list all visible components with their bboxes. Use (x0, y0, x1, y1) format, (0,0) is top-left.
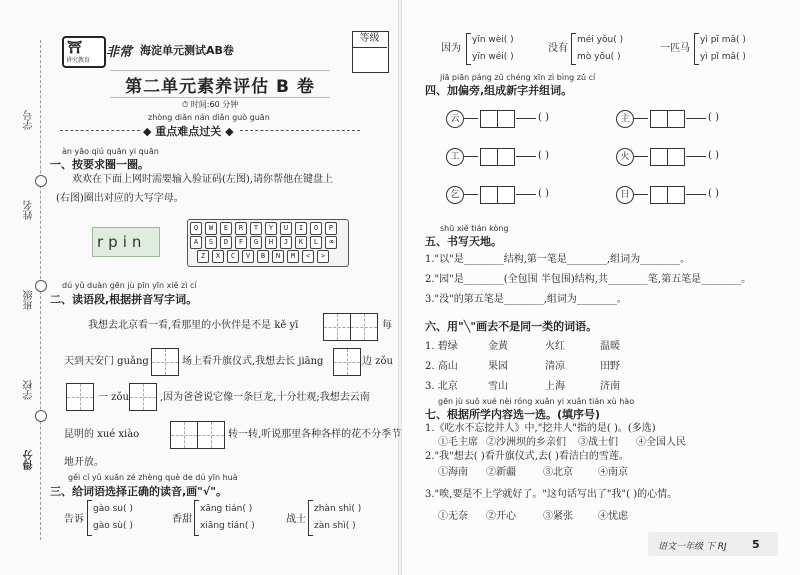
r1-word-1: 因为 (441, 43, 461, 54)
q5-line-1[interactable]: 1."以"是________结构,第一笔是________,组词为________。 (425, 254, 691, 265)
band-rule-right (240, 130, 360, 131)
keyboard-key[interactable]: G (250, 236, 262, 249)
name-label: 姓名 (24, 200, 35, 220)
radical-char: 火 (616, 148, 634, 166)
keyboard-key[interactable]: O (310, 222, 322, 235)
word-blank[interactable]: ( ) (708, 188, 719, 199)
brace (571, 33, 576, 65)
q2-line-1b: 每 (382, 320, 392, 331)
keyboard-key[interactable]: A (190, 236, 202, 249)
q6-word[interactable]: 果园 (488, 361, 508, 372)
connector-line (464, 194, 478, 195)
r1-option[interactable]: yì pī mǎ( ) (700, 35, 746, 45)
q3-option[interactable]: gào sù( ) (93, 521, 133, 531)
q6-word[interactable]: 田野 (600, 361, 620, 372)
q5-line-2[interactable]: 2."园"是________(全包围 半包围)结构,共________笔,第五笔是________。 (425, 274, 752, 285)
keyboard-key[interactable]: V (242, 250, 254, 263)
keyboard-key[interactable]: ⌫ (325, 236, 337, 249)
connector-line (516, 156, 536, 157)
book-spine (398, 0, 402, 575)
keyboard-key[interactable]: R (235, 222, 247, 235)
brace (466, 33, 471, 65)
word-blank[interactable]: ( ) (538, 112, 549, 123)
radical-char: 云 (446, 110, 464, 128)
brace (194, 500, 199, 536)
q2-pinyin: dú yǔ duàn gēn jù pīn yīn xiě zì cí (62, 281, 197, 290)
q2-line-2a: 天到天安门 guǎng (64, 356, 149, 367)
brace (308, 500, 313, 536)
connector-line (634, 118, 648, 119)
q3-word-2: 香甜 (172, 514, 192, 525)
q7-title: 七、根据所学内容选一选。(填序号) (425, 408, 601, 421)
id-label: 学号 (24, 110, 35, 130)
keyboard-key[interactable]: D (220, 236, 232, 249)
q7-option[interactable]: ③北京 (543, 467, 573, 478)
q7-option[interactable]: ④南京 (598, 467, 628, 478)
q7-question-1: 1.《吃水不忘挖井人》中,"挖井人"指的是( )。(多选) (425, 423, 656, 434)
q6-word[interactable]: 2. 高山 (425, 361, 458, 372)
page-title: 第二单元素养评估 B 卷 (125, 77, 315, 97)
new-char-box[interactable] (480, 148, 498, 166)
connector-line (516, 118, 536, 119)
new-char-box[interactable] (650, 148, 668, 166)
new-char-box[interactable] (497, 110, 515, 128)
q6-word[interactable]: 金黄 (488, 341, 508, 352)
q7-option[interactable]: ④忧虑 (598, 511, 628, 522)
keyboard-key[interactable]: X (212, 250, 224, 263)
q5-pinyin: shū xiě tián kòng (440, 224, 509, 233)
connector-line (686, 194, 706, 195)
q3-word-3: 战士 (286, 514, 306, 525)
binding-hole (35, 175, 47, 187)
new-char-box[interactable] (497, 186, 515, 204)
q6-word[interactable]: 1. 碧绿 (425, 341, 458, 352)
q7-option[interactable]: ③战士们 (578, 437, 618, 448)
keyboard-key[interactable]: C (227, 250, 239, 263)
connector-line (634, 194, 648, 195)
q7-option[interactable]: ③紧张 (543, 511, 573, 522)
new-char-box[interactable] (667, 110, 685, 128)
keyboard-key[interactable]: U (280, 222, 292, 235)
r1-word-2: 没有 (548, 43, 568, 54)
keyboard-key[interactable]: W (205, 222, 217, 235)
school-label: 学校 (24, 380, 35, 400)
q7-option[interactable]: ①毛主席 (438, 437, 478, 448)
keyboard-key[interactable]: I (295, 222, 307, 235)
band-rule-left (60, 130, 140, 131)
keyboard-key[interactable]: Z (197, 250, 209, 263)
word-blank[interactable]: ( ) (538, 188, 549, 199)
logo-mark: ⛩ (67, 40, 83, 54)
word-blank[interactable]: ( ) (538, 150, 549, 161)
writing-box[interactable] (350, 313, 378, 341)
q7-question-2: 2."我"想去( )看升旗仪式,去( )看洁白的雪莲。 (425, 451, 629, 462)
q3-word-1: 告诉 (64, 514, 84, 525)
keyboard-key[interactable]: F (235, 236, 247, 249)
connector-line (516, 194, 536, 195)
q3-option[interactable]: xāng tián( ) (200, 504, 253, 514)
writing-box[interactable] (151, 348, 179, 376)
keyboard-key[interactable]: Q (190, 222, 202, 235)
writing-box[interactable] (66, 383, 94, 411)
word-blank[interactable]: ( ) (708, 112, 719, 123)
r1-option[interactable]: yīn wéi( ) (472, 52, 514, 62)
q6-word[interactable]: 火红 (545, 341, 565, 352)
q6-word[interactable]: 清凉 (545, 361, 565, 372)
q6-word[interactable]: 雪山 (488, 381, 508, 392)
r1-option[interactable]: yīn wèi( ) (472, 35, 514, 45)
q6-title: 六、用"╲"画去不是同一类的词语。 (425, 320, 598, 333)
writing-box[interactable] (129, 383, 157, 411)
new-char-box[interactable] (480, 186, 498, 204)
keyboard-key[interactable]: Y (265, 222, 277, 235)
keyboard-key[interactable]: S (205, 236, 217, 249)
q7-option[interactable]: ④全国人民 (636, 437, 686, 448)
brand-mark: 非常 (106, 45, 133, 60)
q2-line-4a: 昆明的 xué xiào (64, 429, 140, 440)
q6-word[interactable]: 济南 (600, 381, 620, 392)
radical-char: 工 (446, 148, 464, 166)
keyboard-key[interactable]: E (220, 222, 232, 235)
new-char-box[interactable] (650, 110, 668, 128)
logo (62, 36, 106, 68)
q4-title: 四、加偏旁,组成新字并组词。 (425, 84, 573, 97)
keyboard-key[interactable]: > (317, 250, 329, 263)
connector-line (464, 156, 478, 157)
connector-line (634, 156, 648, 157)
grade-label: 等级 (352, 31, 387, 48)
time-limit: ⏱ 时间:60 分钟 (182, 100, 239, 109)
q2-line-3a: 一 zǒu (98, 392, 129, 403)
brace (694, 33, 699, 65)
q7-question-3: 3."唉,要是不上学就好了。"这句话写出了"我"( )的心情。 (425, 489, 678, 500)
keyboard-key[interactable]: < (302, 250, 314, 263)
q2-line-3b: ,因为爸爸说它像一条巨龙,十分壮观;我想去云南 (160, 392, 370, 403)
q1-text-2: (右图)圈出对应的大写字母。 (56, 193, 184, 204)
q6-word[interactable]: 3. 北京 (425, 381, 458, 392)
q2-title: 二、读语段,根据拼音写字词。 (50, 293, 198, 306)
logo-text: 讲究教育 (66, 57, 91, 64)
q2-line-2b: 场上看升旗仪式,我想去长 jiāng (182, 356, 324, 367)
binding-hole (35, 280, 47, 292)
new-char-box[interactable] (497, 148, 515, 166)
new-char-box[interactable] (650, 186, 668, 204)
connector-line (686, 118, 706, 119)
q7-option[interactable]: ②沙洲坝的乡亲们 (486, 437, 566, 448)
band-label: 重点难点过关 (155, 125, 222, 138)
keyboard-key[interactable]: B (257, 250, 269, 263)
word-blank[interactable]: ( ) (708, 150, 719, 161)
keyboard-key[interactable]: T (250, 222, 262, 235)
keyboard-key[interactable]: J (280, 236, 292, 249)
q2-line-5: 地开放。 (64, 457, 104, 468)
q3-option[interactable]: zhàn shì( ) (314, 504, 362, 514)
writing-box[interactable] (170, 421, 198, 449)
q2-line-2c: 边 zǒu (362, 356, 393, 367)
writing-box[interactable] (197, 421, 225, 449)
q7-option[interactable]: ②开心 (486, 511, 516, 522)
r1-word-3: 一匹马 (660, 43, 690, 54)
q3-option[interactable]: xiāng tián( ) (200, 521, 255, 531)
score-label: 得分 (24, 450, 35, 470)
footer-course: 语文一年级 下 RJ (658, 542, 727, 552)
brand-title: 海淀单元测试AB卷 (140, 44, 234, 57)
writing-box[interactable] (323, 313, 351, 341)
radical-char: 日 (616, 186, 634, 204)
q5-line-3[interactable]: 3."没"的第五笔是________,组词为________。 (425, 294, 627, 305)
keyboard-key[interactable]: H (265, 236, 277, 249)
q4-pinyin: jiā piān páng zǔ chéng xīn zì bìng zǔ cí (440, 73, 596, 82)
r1-option[interactable]: yì pǐ mǎ( ) (700, 52, 746, 62)
keyboard-key[interactable]: M (287, 250, 299, 263)
q3-option[interactable]: gào su( ) (93, 504, 133, 514)
class-label: 班级 (24, 290, 35, 310)
q1-title: 一、按要求圈一圈。 (50, 158, 149, 171)
q6-word[interactable]: 上海 (545, 381, 565, 392)
q7-option[interactable]: ①无奈 (438, 511, 468, 522)
keyboard-key[interactable]: P (325, 222, 337, 235)
time-text: 时间:60 分钟 (190, 100, 239, 109)
q3-pinyin: gěi cí yǔ xuǎn zé zhèng què de dú yīn huà (68, 473, 238, 482)
keyboard-key[interactable]: K (295, 236, 307, 249)
new-char-box[interactable] (667, 186, 685, 204)
q7-option[interactable]: ②新疆 (486, 467, 516, 478)
q5-title: 五、书写天地。 (425, 235, 502, 248)
r1-option[interactable]: mò yǒu( ) (577, 52, 621, 62)
q1-text-1: 欢欢在下面上网时需要输入验证码(左图),请你帮他在键盘上 (72, 174, 333, 185)
q7-pinyin: gēn jù suǒ xué nèi róng xuǎn yi xuǎn tián xù hào (438, 397, 635, 406)
binding-hole (35, 410, 47, 422)
keyboard-key[interactable]: L (310, 236, 322, 249)
keyboard-key[interactable]: N (272, 250, 284, 263)
q6-word[interactable]: 温暖 (600, 341, 620, 352)
captcha-image: rpin (92, 227, 160, 257)
q2-line-4b: 转一转,听说那里各种各样的花不分季节 (228, 429, 402, 440)
writing-box[interactable] (333, 348, 361, 376)
radical-char: 主 (616, 110, 634, 128)
connector-line (686, 156, 706, 157)
section-band: ◆ 重点难点过关 ◆ (143, 125, 234, 138)
q2-line-1a: 我想去北京看一看,看那里的小伙伴是不是 kě yī (88, 320, 299, 331)
page-number: 5 (752, 538, 760, 551)
q3-title: 三、给词语选择正确的读音,画"√"。 (50, 485, 227, 498)
brace (87, 500, 92, 536)
q7-option[interactable]: ①海南 (438, 467, 468, 478)
r1-option[interactable]: méi yǒu( ) (577, 35, 624, 45)
radical-char: 乞 (446, 186, 464, 204)
q3-option[interactable]: zàn shì( ) (314, 521, 356, 531)
new-char-box[interactable] (667, 148, 685, 166)
q1-pinyin: àn yāo qiú quān yi quān (62, 147, 159, 156)
new-char-box[interactable] (480, 110, 498, 128)
connector-line (464, 118, 478, 119)
band-pinyin: zhòng diǎn nán diǎn guò guān (148, 113, 270, 122)
